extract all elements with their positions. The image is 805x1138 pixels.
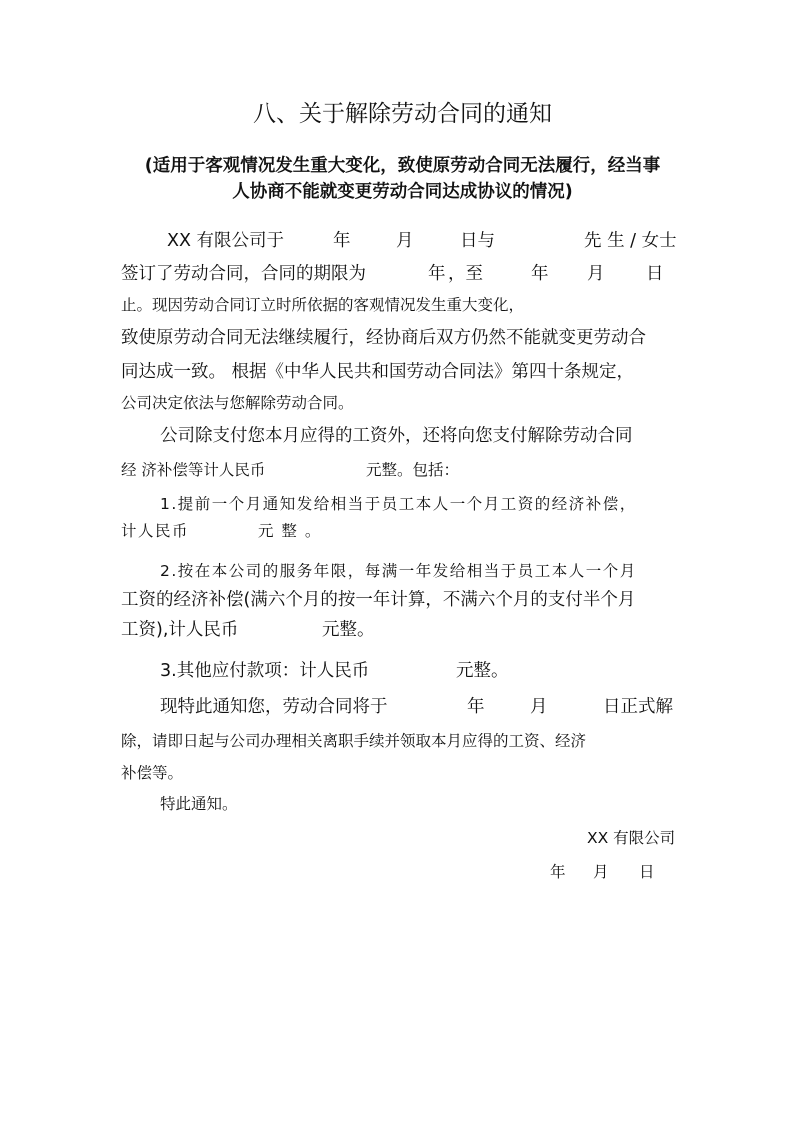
p3-year-label: 年 <box>467 697 485 717</box>
signature-month: 月 <box>593 863 609 881</box>
p2-line-2a: 经 济补偿等计人民币 <box>121 461 266 479</box>
p1-line-3: 止。现因劳动合同订立时所依据的客观情况发生重大变化， <box>121 296 525 314</box>
item1-line-1: 1.提前一个月通知发给相当于员工本人一个月工资的经济补偿， <box>160 495 637 513</box>
p1-day-with-text: 日与 <box>460 231 495 251</box>
p2-line-1: 公司除支付您本月应得的工资外，还将向您支付解除劳动合同 <box>160 426 633 446</box>
subtitle-line-2: 人协商不能就变更劳动合同达成协议的情况) <box>232 182 573 202</box>
p1-month-label: 月 <box>396 231 414 251</box>
p1-company-text: XX 有限公司于 <box>167 231 285 251</box>
item1-line-2b: 元 整 。 <box>258 522 322 540</box>
p1-line-4: 致使原劳动合同无法继续履行，经协商后双方仍然不能就变更劳动合 <box>121 328 646 348</box>
item1-line-2a: 计人民币 <box>121 522 190 540</box>
p3-line-3: 补偿等。 <box>121 764 184 782</box>
item2-line-3a: 工资),计人民币 <box>121 620 239 640</box>
p1-term-year: 年 <box>428 264 446 284</box>
p1-term-day: 日 <box>646 264 664 284</box>
signature-company: XX 有限公司 <box>587 829 676 847</box>
p1-gender-text: 先 生 / 女士 <box>584 231 677 251</box>
item3-text-b: 元整。 <box>456 661 509 681</box>
p1-term-year2: 年 <box>531 264 549 284</box>
signature-year: 年 <box>550 863 566 881</box>
subtitle-line-1: (适用于客观情况发生重大变化，致使原劳动合同无法履行，经当事 <box>144 156 661 176</box>
p3-line-1b: 日正式解 <box>603 697 673 717</box>
p3-month-label: 月 <box>530 697 548 717</box>
item2-line-3b: 元整。 <box>322 620 375 640</box>
item2-line-1: 2.按在本公司的服务年限，每满一年发给相当于员工本人一个月 <box>160 562 637 580</box>
document-title: 八、关于解除劳动合同的通知 <box>253 101 552 127</box>
p1-term-month: 月 <box>587 264 605 284</box>
p1-year-label: 年 <box>333 231 351 251</box>
item3-text-a: 3.其他应付款项：计人民币 <box>160 661 370 681</box>
closing-text: 特此通知。 <box>160 795 238 813</box>
item2-line-2: 工资的经济补偿(满六个月的按一年计算，不满六个月的支付半个月 <box>121 590 636 610</box>
p3-line-1a: 现特此通知您，劳动合同将于 <box>160 697 388 717</box>
p3-line-2: 除，请即日起与公司办理相关离职手续并领取本月应得的工资、经济 <box>121 732 587 750</box>
signature-day: 日 <box>639 863 655 881</box>
p2-line-2b: 元整。包括： <box>366 461 460 479</box>
p1-signed-text: 签订了劳动合同，合同的期限为 <box>121 264 366 284</box>
p1-term-to: ，至 <box>448 264 483 284</box>
p1-line-6: 公司决定依法与您解除劳动合同。 <box>121 394 354 412</box>
p1-line-5: 同达成一致。 根据《中华人民共和国劳动合同法》第四十条规定， <box>121 362 635 382</box>
